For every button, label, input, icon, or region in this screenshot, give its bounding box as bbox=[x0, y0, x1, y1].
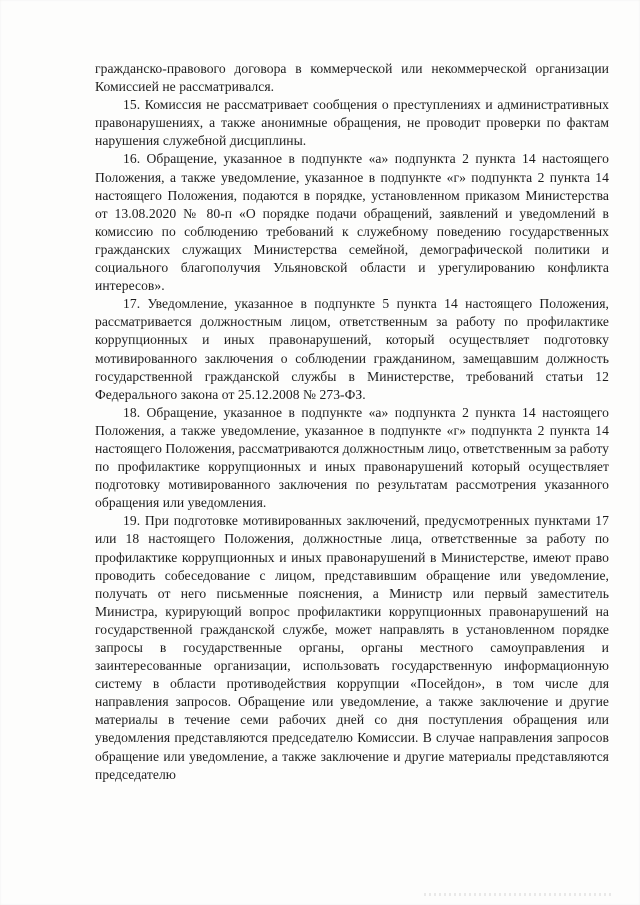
scan-artifact bbox=[424, 893, 614, 896]
paragraph-continuation: гражданско-правового договора в коммерческой или некоммерческой организации Комиссией не рассматривался. bbox=[95, 61, 609, 95]
paragraph-17: 17. Уведомление, указанное в подпункте 5 пункта 14 настоящего Положения, рассматривается должностным лицом, ответственным за работу по профилактике коррупционных и иных правонарушений, который осуществляет подготовку мотивированного заключения о соблюдении гражданином, замещавшим должность государственной гражданской службы в Министерстве, требований статьи 12 Федерального закона от 25.12.2008 № 273-ФЗ. bbox=[95, 296, 609, 402]
paragraph-19: 19. При подготовке мотивированных заключений, предусмотренных пунктами 17 или 18 настоящего Положения, должностные лица, ответственные за работу по профилактике коррупционных и иных правонарушений в Министерстве, имеют право проводить собеседование с лицом, представившим обращение или уведомление, получать от него письменные пояснения, а Министр или первый заместитель Министра, курирующий вопрос профилактики коррупционных правонарушений на государственной гражданской службе, может направлять в установленном порядке запросы в государственные органы, органы местного самоуправления и заинтересованные организации, использовать государственную информационную систему в области противодействия коррупции «Посейдон», в том числе для направления запросов. Обращение или уведомление, а также заключение и другие материалы в течение семи рабочих дней со дня поступления обращения или уведомления представляются председателю Комиссии. В случае направления запросов обращение или уведомление, а также заключение и другие материалы представляются председателю bbox=[95, 513, 609, 782]
paragraph-15: 15. Комиссия не рассматривает сообщения о преступлениях и административных правонарушениях, а также анонимные обращения, не проводит проверки по фактам нарушения служебной дисциплины. bbox=[95, 97, 609, 149]
paragraph-18: 18. Обращение, указанное в подпункте «а» подпункта 2 пункта 14 настоящего Положения, а также уведомление, указанное в подпункте «г» подпункта 2 пункта 14 настоящего Положения, рассматриваются должностным лицо, ответственным за работу по профилактике коррупционных и иных правонарушений который осуществляет подготовку мотивированного заключения по результатам рассмотрения указанного обращения или уведомления. bbox=[95, 404, 609, 511]
paragraph-16: 16. Обращение, указанное в подпункте «а» подпункта 2 пункта 14 настоящего Положения, а также уведомление, указанное в подпункте «г» подпункта 2 пункта 14 настоящего Положения, подаются в порядке, установленном приказом Министерства от 13.08.2020 № 80-п «О порядке подачи обращений, заявлений и уведомлений в комиссию по соблюдению требований к служебному поведению государственных гражданских служащих Министерства семейной, демографической политики и социального благополучия Ульяновской области и урегулированию конфликта интересов». bbox=[95, 151, 609, 294]
document-body bbox=[95, 60, 609, 784]
